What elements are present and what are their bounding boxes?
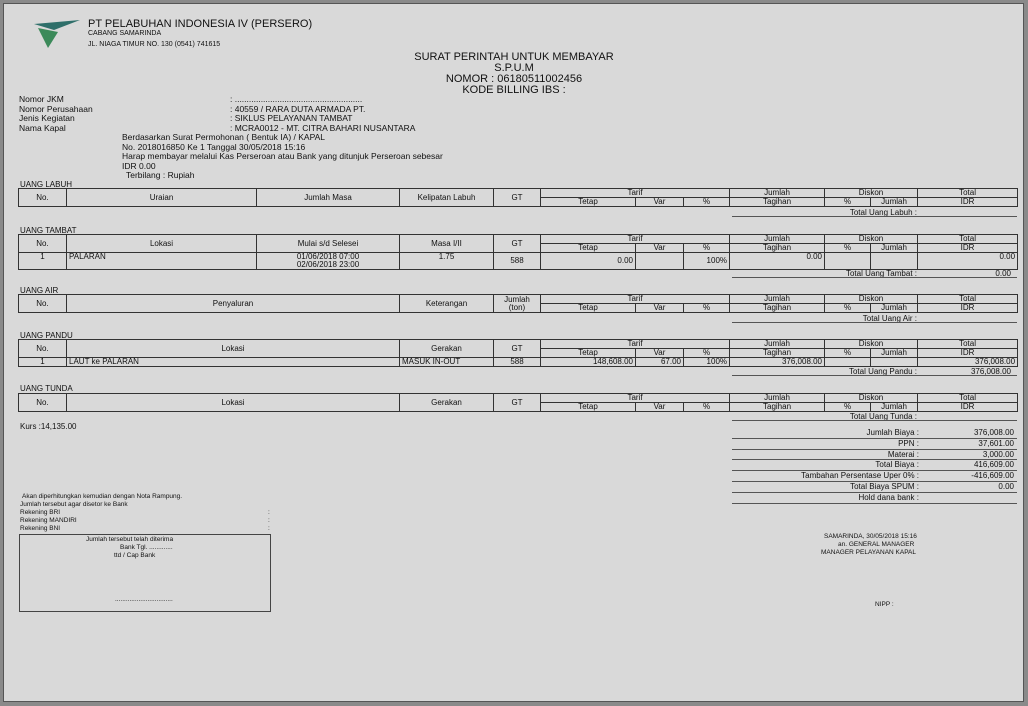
info-values	[230, 95, 415, 133]
table-row	[19, 358, 1018, 367]
desc-line-4: IDR 0.00	[122, 160, 156, 171]
col-var: Var	[636, 349, 684, 358]
summary-row-total-biaya	[732, 460, 1017, 471]
col-penyaluran: Penyaluran	[67, 295, 400, 313]
col-tetap: Tetap	[541, 244, 636, 253]
col-tarif: Tarif	[541, 340, 730, 349]
sign-general-manager: an. GENERAL MANAGER	[838, 541, 915, 548]
col-tetap: Tetap	[541, 403, 636, 412]
desc-line-1: Berdasarkan Surat Permohonan ( Bentuk IA) / KAPAL	[122, 132, 326, 142]
col-no: No.	[19, 394, 67, 412]
row-lokasi: PALARAN	[67, 253, 257, 270]
col-uraian: Uraian	[67, 189, 257, 207]
rekening-bri-colon: :	[268, 509, 270, 516]
summary-row-ppn	[732, 439, 1017, 450]
section-uang-labuh: UANG LABUH	[20, 180, 73, 189]
row-pct: 100%	[684, 358, 730, 367]
rekening-mandiri-colon: :	[268, 517, 270, 524]
col-keterangan: Keterangan	[400, 295, 494, 313]
col-lokasi: Lokasi	[67, 394, 400, 412]
summary-label: Jumlah Biaya :	[866, 428, 919, 437]
row-gerakan: MASUK IN-OUT	[400, 358, 494, 367]
summary-label: Hold dana bank :	[858, 492, 919, 502]
col-tarif: Tarif	[541, 189, 730, 198]
col-diskon-jumlah: Jumlah	[871, 349, 918, 358]
title-line-1: SURAT PERINTAH UNTUK MEMBAYAR	[414, 51, 614, 63]
col-jumlah: Jumlah	[730, 340, 825, 349]
value-nomor-perusahaan: : 40559 / RARA DUTA ARMADA PT.	[230, 103, 366, 114]
col-diskon-pct: %	[825, 349, 871, 358]
sign-manager-title: MANAGER PELAYANAN KAPAL	[821, 549, 917, 556]
col-pct: %	[684, 198, 730, 207]
row-gt: 588	[494, 358, 541, 367]
col-tetap: Tetap	[541, 304, 636, 313]
summary-value: 416,609.00	[973, 460, 1014, 470]
col-no: No.	[19, 295, 67, 313]
col-diskon-pct: %	[825, 198, 871, 207]
row-gt: 588	[494, 253, 541, 270]
col-jumlah-ton	[494, 295, 541, 313]
col-pct: %	[684, 349, 730, 358]
note-setor-bank: Jumlah tersebut agar disetor ke Bank	[20, 501, 128, 508]
col-diskon: Diskon	[825, 235, 918, 244]
value-jenis-kegiatan: : SIKLUS PELAYANAN TAMBAT	[230, 113, 353, 123]
row-total: 0.00	[918, 253, 1018, 270]
col-diskon-pct: %	[825, 244, 871, 253]
total-uang-air-label: Total Uang Air :	[862, 314, 917, 323]
col-tagihan: Tagihan	[730, 244, 825, 253]
summary-label: Materai :	[887, 449, 919, 459]
col-total: Total	[918, 340, 1018, 349]
col-tetap: Tetap	[541, 349, 636, 358]
total-uang-labuh-label: Total Uang Labuh :	[849, 208, 917, 217]
company-address: JL. NIAGA TIMUR NO. 130 (0541) 741615	[88, 41, 221, 48]
rekening-bri: Rekening BRI	[20, 509, 61, 516]
total-uang-tambat-label: Total Uang Tambat :	[845, 269, 917, 278]
total-pandu-line	[732, 375, 1017, 376]
col-idr: IDR	[918, 198, 1018, 207]
col-total: Total	[918, 189, 1018, 198]
section-uang-pandu: UANG PANDU	[20, 331, 73, 340]
receipt-signature-line: ................................	[115, 596, 173, 603]
summary-label: Tambahan Persentase Uper 0% :	[801, 471, 919, 481]
note-nota-rampung: Akan diperhitungkan kemudian dengan Nota Rampung.	[22, 493, 183, 500]
col-no: No.	[19, 340, 67, 358]
desc-line-5: Terbilang : Rupiah	[126, 170, 195, 180]
title-billing: KODE BILLING IBS :	[462, 84, 566, 96]
col-idr: IDR	[918, 403, 1018, 412]
total-tambat-line	[732, 277, 1017, 278]
col-jumlah: Jumlah	[730, 394, 825, 403]
row-tagihan: 0.00	[730, 253, 825, 270]
total-tunda-line	[732, 420, 1017, 421]
pelindo-logo	[34, 20, 80, 48]
col-gt: GT	[494, 189, 541, 207]
sign-place-date: SAMARINDA, 30/05/2018 15:16	[824, 533, 917, 540]
col-idr: IDR	[918, 349, 1018, 358]
table-uang-tambat	[18, 234, 1018, 270]
col-diskon: Diskon	[825, 340, 918, 349]
row-no: 1	[19, 253, 67, 270]
col-jumlah-masa: Jumlah Masa	[257, 189, 400, 207]
col-pct: %	[684, 403, 730, 412]
title-number: NOMOR : 06180511002456	[445, 73, 583, 85]
row-var: 67.00	[636, 358, 684, 367]
total-uang-pandu-label: Total Uang Pandu :	[848, 367, 917, 376]
summary-value: -416,609.00	[971, 471, 1014, 481]
col-diskon-jumlah: Jumlah	[871, 304, 918, 313]
col-diskon-jumlah: Jumlah	[871, 244, 918, 253]
col-pct: %	[684, 244, 730, 253]
row-tetap: 0.00	[541, 253, 636, 270]
desc-line-2: No. 2018016850 Ke 1 Tanggal 30/05/2018 15:16	[122, 141, 306, 152]
summary-row-materai	[732, 450, 1017, 461]
col-pct: %	[684, 304, 730, 313]
rekening-mandiri: Rekening MANDIRI	[20, 517, 77, 524]
value-nama-kapal: : MCRA0012 - MT. CITRA BAHARI NUSANTARA	[230, 122, 416, 133]
value-nomor-jkm: : ......................................................	[230, 94, 363, 104]
col-gerakan: Gerakan	[400, 394, 494, 412]
row-diskon-pct	[825, 253, 871, 270]
summary-value: 0.00	[998, 481, 1014, 491]
receipt-line-3: ttd / Cap Bank	[114, 552, 156, 559]
col-jumlah: Jumlah	[730, 235, 825, 244]
col-diskon-pct: %	[825, 403, 871, 412]
col-total: Total	[918, 295, 1018, 304]
row-diskon-pct	[825, 358, 871, 367]
col-jumlah-ton-1: Jumlah	[504, 294, 530, 304]
spum-document	[3, 3, 1024, 702]
col-tarif: Tarif	[541, 394, 730, 403]
col-tagihan: Tagihan	[730, 198, 825, 207]
col-gt: GT	[494, 394, 541, 412]
summary-value: 3,000.00	[982, 449, 1014, 459]
summary-label: PPN :	[898, 438, 919, 448]
col-mulai-selesei: Mulai s/d Selesei	[257, 235, 400, 253]
row-diskon-jumlah	[871, 253, 918, 270]
row-masa: 1.75	[400, 253, 494, 270]
branch-name: CABANG SAMARINDA	[88, 30, 162, 37]
col-diskon-pct: %	[825, 304, 871, 313]
col-no: No.	[19, 235, 67, 253]
col-total: Total	[918, 235, 1018, 244]
total-uang-tunda-label: Total Uang Tunda :	[849, 412, 917, 421]
col-gerakan: Gerakan	[400, 340, 494, 358]
total-uang-tambat-value: 0.00	[995, 269, 1011, 278]
label-jenis-kegiatan: Jenis Kegiatan	[19, 113, 75, 123]
col-tetap: Tetap	[541, 198, 636, 207]
rekening-bni: Rekening BNI	[20, 525, 61, 532]
col-idr: IDR	[918, 244, 1018, 253]
summary-row-jumlah-biaya	[732, 428, 1017, 439]
col-diskon-jumlah: Jumlah	[871, 403, 918, 412]
desc-line-3: Harap membayar melalui Kas Perseroan atau Bank yang ditunjuk Perseroan sebesar	[122, 151, 443, 161]
col-idr: IDR	[918, 304, 1018, 313]
col-jumlah: Jumlah	[730, 295, 825, 304]
summary-row-tambahan	[732, 471, 1017, 482]
col-diskon: Diskon	[825, 189, 918, 198]
row-mulai: 01/06/2018 07:00	[296, 252, 360, 261]
col-tarif: Tarif	[541, 235, 730, 244]
row-lokasi: LAUT ke PALARAN	[67, 358, 400, 367]
sign-nipp: NIPP :	[875, 601, 894, 608]
summary-block	[732, 428, 1017, 504]
info-description	[122, 133, 443, 181]
col-gt: GT	[494, 235, 541, 253]
title-line-2: S.P.U.M	[494, 62, 534, 74]
row-pct: 100%	[684, 253, 730, 270]
row-total: 376,008.00	[918, 358, 1018, 367]
col-kelipatan-labuh: Kelipatan Labuh	[400, 189, 494, 207]
col-total: Total	[918, 394, 1018, 403]
col-gt: GT	[494, 340, 541, 358]
receipt-line-2: Bank Tgl. .............	[120, 544, 173, 551]
row-diskon-jumlah	[871, 358, 918, 367]
bank-receipt-box	[19, 534, 271, 612]
total-labuh-line	[732, 216, 1017, 217]
col-var: Var	[636, 304, 684, 313]
section-uang-tunda: UANG TUNDA	[20, 384, 73, 393]
section-uang-air: UANG AIR	[20, 286, 59, 295]
label-nomor-jkm: Nomor JKM	[19, 94, 64, 104]
col-tagihan: Tagihan	[730, 403, 825, 412]
col-lokasi: Lokasi	[67, 235, 257, 253]
row-tagihan: 376,008.00	[730, 358, 825, 367]
label-nama-kapal: Nama Kapal	[19, 122, 66, 133]
col-jumlah: Jumlah	[730, 189, 825, 198]
rekening-bni-colon: :	[268, 525, 270, 532]
summary-row-total-spum	[732, 482, 1017, 493]
info-labels	[19, 95, 93, 133]
col-diskon: Diskon	[825, 295, 918, 304]
table-uang-labuh	[18, 188, 1018, 207]
row-tetap: 148,608.00	[541, 358, 636, 367]
summary-label: Total Biaya SPUM :	[850, 481, 919, 491]
col-lokasi: Lokasi	[67, 340, 400, 358]
col-diskon-jumlah: Jumlah	[871, 198, 918, 207]
row-no: 1	[19, 358, 67, 367]
col-var: Var	[636, 198, 684, 207]
col-jumlah-ton-2: (ton)	[508, 302, 526, 312]
row-var	[636, 253, 684, 270]
receipt-line-1: Jumlah tersebut telah diterima	[86, 536, 174, 543]
company-name: PT PELABUHAN INDONESIA IV (PERSERO)	[88, 18, 313, 30]
summary-value: 37,601.00	[978, 438, 1014, 448]
summary-value: 376,008.00	[973, 428, 1014, 437]
total-uang-pandu-value: 376,008.00	[970, 367, 1011, 376]
section-uang-tambat: UANG TAMBAT	[20, 226, 77, 235]
col-var: Var	[636, 244, 684, 253]
document-title	[334, 52, 694, 96]
col-no: No.	[19, 189, 67, 207]
summary-label: Total Biaya :	[875, 460, 919, 470]
col-tagihan: Tagihan	[730, 349, 825, 358]
kurs: Kurs :14,135.00	[20, 422, 77, 431]
row-mulai-selesei	[257, 253, 400, 270]
col-masa: Masa I/II	[400, 235, 494, 253]
table-uang-air	[18, 294, 1018, 313]
row-selesei: 02/06/2018 23:00	[296, 260, 360, 269]
col-tarif: Tarif	[541, 295, 730, 304]
col-var: Var	[636, 403, 684, 412]
table-uang-tunda	[18, 393, 1018, 412]
table-uang-pandu	[18, 339, 1018, 367]
col-tagihan: Tagihan	[730, 304, 825, 313]
col-diskon: Diskon	[825, 394, 918, 403]
table-row	[19, 253, 1018, 270]
summary-row-hold-dana	[732, 493, 1017, 504]
label-nomor-perusahaan: Nomor Perusahaan	[19, 103, 93, 114]
total-air-line	[732, 322, 1017, 323]
